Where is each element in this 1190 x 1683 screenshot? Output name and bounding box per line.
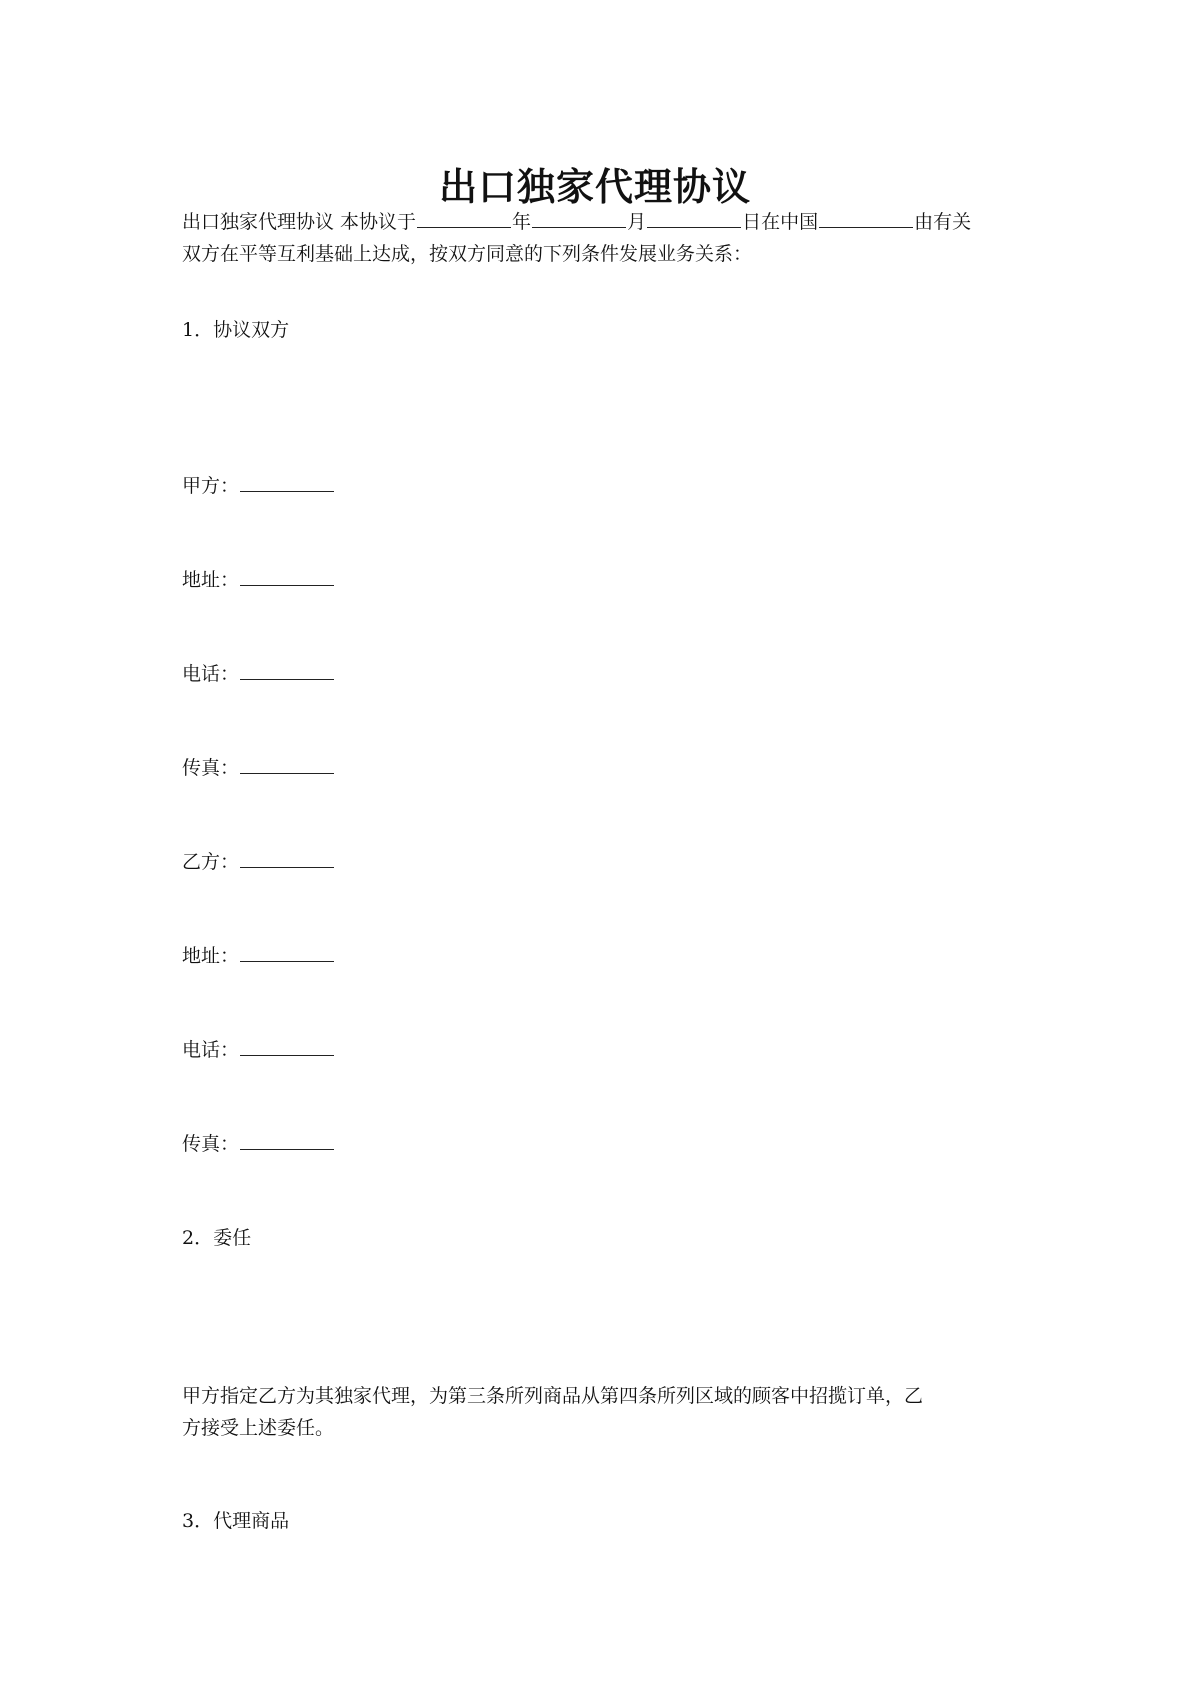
party-a-fax-row	[182, 752, 1012, 784]
party-a-phone-label: 电话：	[182, 663, 240, 685]
party-a-name-label: 甲方：	[182, 475, 240, 497]
party-b-address-label: 地址：	[182, 945, 240, 967]
document-title: 出口独家代理协议	[438, 164, 751, 209]
intro-month: 月	[627, 211, 647, 233]
party-b-address-blank[interactable]	[240, 942, 334, 962]
intro-year: 年	[512, 211, 532, 233]
party-a-name-blank[interactable]	[240, 472, 334, 492]
intro-lead: 出口独家代理协议 本协议于	[182, 211, 417, 233]
party-b-name-blank[interactable]	[240, 848, 334, 868]
intro-tail: 由有关	[914, 211, 972, 233]
section-2-heading: 2．委任	[182, 1227, 252, 1249]
date-blank-3[interactable]	[647, 208, 741, 228]
party-a-address-blank[interactable]	[240, 566, 334, 586]
section-2-paragraph-line-1: 甲方指定乙方为其独家代理，为第三条所列商品从第四条所列区域的顾客中招揽订单，乙	[182, 1385, 924, 1407]
party-b-address-row	[182, 940, 1012, 972]
section-2-paragraph-line-2: 方接受上述委任。	[182, 1417, 335, 1439]
party-a-name-row	[182, 470, 1012, 502]
party-b-phone-row	[182, 1034, 1012, 1066]
party-b-name-label: 乙方：	[182, 851, 240, 873]
date-blank-2[interactable]	[532, 208, 626, 228]
party-a-address-row	[182, 564, 1012, 596]
party-b-phone-blank[interactable]	[240, 1036, 334, 1056]
party-b-phone-label: 电话：	[182, 1039, 240, 1061]
intro-line-1	[182, 206, 1012, 238]
party-b-fax-label: 传真：	[182, 1133, 240, 1155]
party-a-fax-blank[interactable]	[240, 754, 334, 774]
party-a-phone-blank[interactable]	[240, 660, 334, 680]
intro-line-2: 双方在平等互利基础上达成，按双方同意的下列条件发展业务关系：	[182, 243, 753, 265]
intro-day: 日在中国	[742, 211, 819, 233]
section-3-heading: 3．代理商品	[182, 1510, 290, 1532]
party-b-fax-row	[182, 1128, 1012, 1160]
party-b-fax-blank[interactable]	[240, 1130, 334, 1150]
date-blank-1[interactable]	[417, 208, 511, 228]
party-a-phone-row	[182, 658, 1012, 690]
party-a-fax-label: 传真：	[182, 757, 240, 779]
party-b-name-row	[182, 846, 1012, 878]
party-a-address-label: 地址：	[182, 569, 240, 591]
location-blank[interactable]	[819, 208, 913, 228]
section-1-heading: 1．协议双方	[182, 319, 290, 341]
